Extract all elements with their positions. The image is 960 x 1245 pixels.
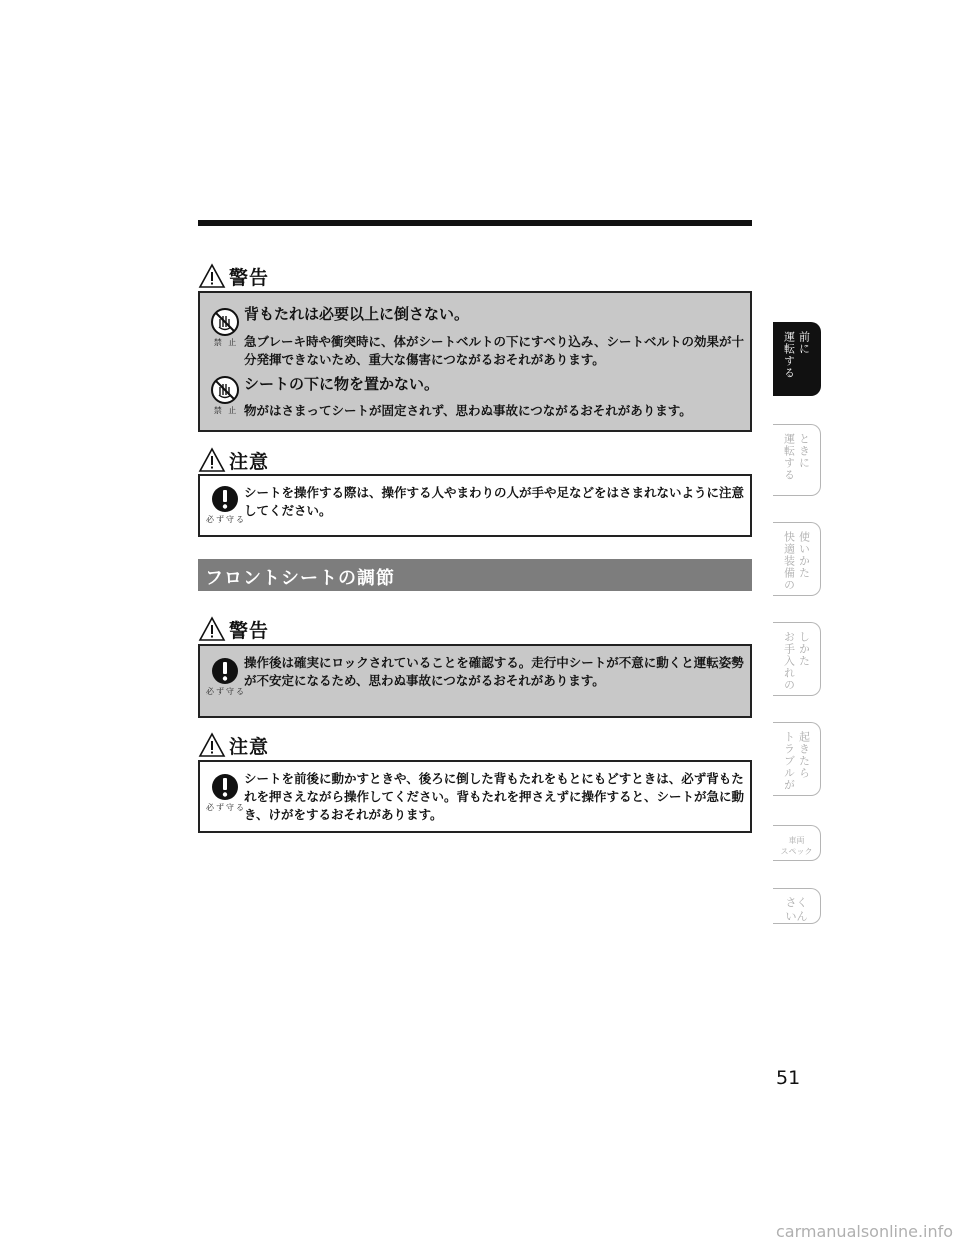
warning-heading xyxy=(198,263,269,289)
watermark: carmanualsonline.info xyxy=(776,1222,954,1241)
must-label: 必ず守る xyxy=(206,687,246,696)
caution-triangle-icon xyxy=(198,732,226,758)
tab-label-line1: さく xyxy=(785,895,808,909)
tab-label-line2: いん xyxy=(785,909,808,923)
must-label: 必ず守る xyxy=(206,515,246,524)
tab-label-line2: 前に xyxy=(797,331,811,355)
item-title-1: 背もたれは必要以上に倒さない。 xyxy=(244,305,470,323)
page-number: 51 xyxy=(776,1067,801,1089)
tab-label-line2: スペック xyxy=(780,846,813,856)
tab-troubleshooting[interactable] xyxy=(773,722,821,796)
tab-label-line2: ときに xyxy=(797,433,811,469)
must-label: 必ず守る xyxy=(206,803,246,812)
prohibit-hand-icon xyxy=(210,375,240,405)
tab-label-line1: 快適装備の xyxy=(782,531,796,591)
tab-label-line2: 使いかた xyxy=(797,531,811,579)
prohibit-label: 禁 止 xyxy=(213,406,239,415)
exclamation-circle-icon xyxy=(210,484,240,514)
section-title: フロントシートの調節 xyxy=(205,568,395,589)
tab-index[interactable] xyxy=(773,888,821,924)
warning-body-2: 操作後は確実にロックされていることを確認する。走行中シートが不意に動くと運転姿勢が不安定になるため、思わぬ事故につながるおそれがあります。 xyxy=(244,655,744,688)
must-icon-2 xyxy=(206,656,246,696)
must-icon-3 xyxy=(206,772,246,812)
tab-label-line1: トラブルが xyxy=(782,731,796,791)
exclamation-circle-icon xyxy=(210,656,240,686)
warning-box-1 xyxy=(198,291,752,432)
tab-label-line1: 運転する xyxy=(782,433,796,481)
must-icon-1 xyxy=(206,484,246,524)
prohibit-hand-icon xyxy=(210,307,240,337)
item-title-2: シートの下に物を置かない。 xyxy=(244,375,440,393)
caution-heading-2 xyxy=(198,732,269,758)
warning-triangle-icon xyxy=(198,616,226,642)
tab-before-driving[interactable] xyxy=(773,322,821,396)
tab-label-line2: 起きたら xyxy=(797,731,811,779)
tab-label-line1: 運転する xyxy=(782,331,796,379)
caution-body-2: シートを前後に動かすときや、後ろに倒した背もたれをもとにもどすときは、必ず背もたれを押さえながら操作してください。背もたれを押さえずに操作すると、シートが急に動き、けがをするおそれがあります。 xyxy=(244,771,745,822)
tab-when-driving[interactable] xyxy=(773,424,821,496)
caution-triangle-icon xyxy=(198,447,226,473)
tab-label-line1: 車両 xyxy=(788,835,805,845)
prohibit-icon-2 xyxy=(210,375,240,415)
top-rule xyxy=(198,220,752,226)
caution-heading-text: 注意 xyxy=(229,450,270,473)
warning-box-2 xyxy=(198,644,752,718)
warning-heading-text-2: 警告 xyxy=(229,619,270,642)
prohibit-icon-1 xyxy=(210,307,240,347)
caution-heading-text-2: 注意 xyxy=(229,735,270,758)
caution-body-1: シートを操作する際は、操作する人やまわりの人が手や足などをはさまれないように注意してください。 xyxy=(244,485,745,518)
tab-vehicle-spec[interactable] xyxy=(773,825,821,861)
tab-maintenance[interactable] xyxy=(773,622,821,696)
section-title-bar xyxy=(198,559,752,591)
tab-label-line1: お手入れの xyxy=(782,631,796,691)
warning-heading-2 xyxy=(198,616,269,642)
tab-comfort-features[interactable] xyxy=(773,522,821,596)
caution-heading xyxy=(198,447,269,473)
warning-heading-text: 警告 xyxy=(229,266,270,289)
caution-box-2 xyxy=(198,760,752,833)
caution-box-1 xyxy=(198,474,752,537)
warning-triangle-icon xyxy=(198,263,226,289)
item-body-2: 物がはさまってシートが固定されず、思わぬ事故につながるおそれがあります。 xyxy=(244,403,692,418)
item-body-1: 急ブレーキ時や衝突時に、体がシートベルトの下にすべり込み、シートベルトの効果が十分発揮できないため、重大な傷害につながるおそれがあります。 xyxy=(244,334,745,367)
exclamation-circle-icon xyxy=(210,772,240,802)
tab-label-line2: しかた xyxy=(797,631,811,667)
prohibit-label: 禁 止 xyxy=(213,338,239,347)
